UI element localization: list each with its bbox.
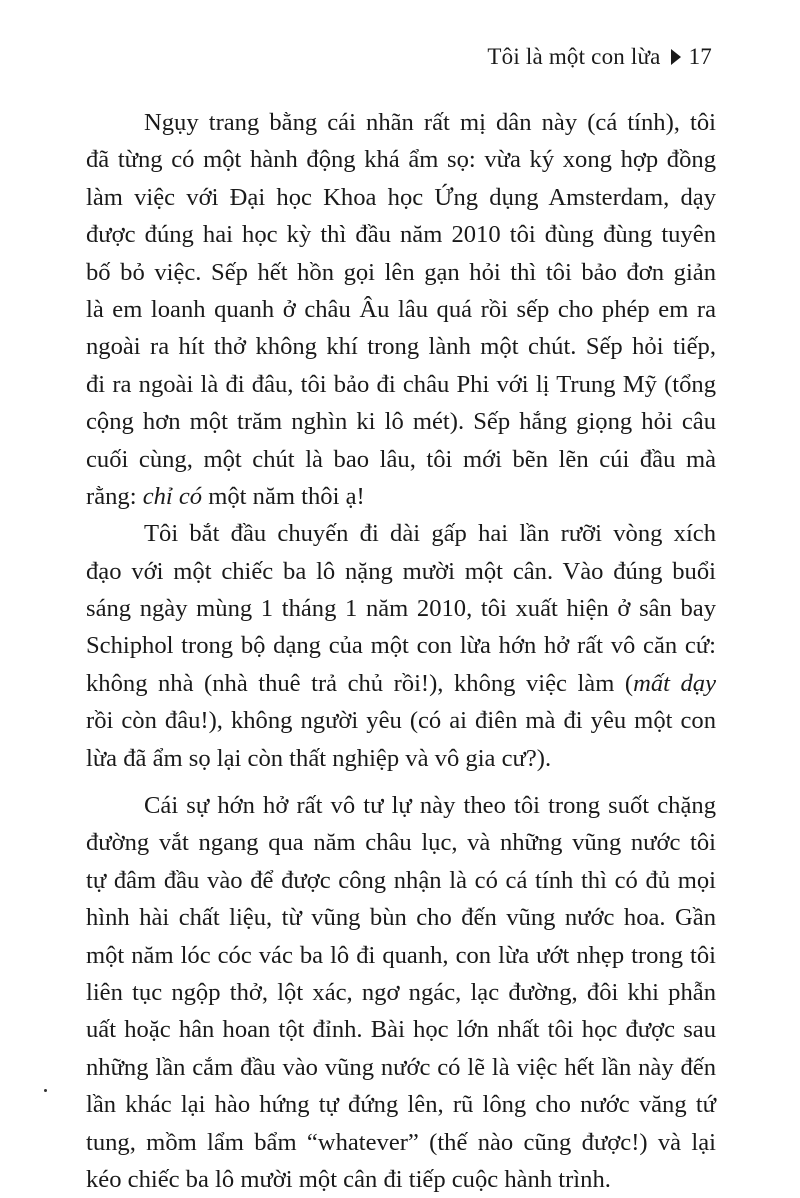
paragraph-3	[86, 787, 716, 1198]
right-triangle-icon	[671, 49, 681, 65]
text-line: tự đâm đầu vào để được công nhận là có cá tính thì có đủ mọi	[86, 866, 716, 894]
text-line: đi ra ngoài là đi đâu, tôi bảo đi châu Phi với lị Trung Mỹ (tổng	[86, 370, 716, 398]
text-run: không nhà (nhà thuê trả chủ rồi!), không việc làm (	[86, 669, 634, 697]
text-run: một năm thôi ạ!	[202, 482, 365, 510]
text-line: cộng hơn một trăm nghìn ki lô mét). Sếp hắng giọng hỏi câu	[86, 408, 716, 436]
body-text	[86, 104, 716, 1198]
text-line: Cái sự hớn hở rất vô tư lự này theo tôi trong suốt chặng	[144, 792, 716, 820]
running-head	[487, 44, 712, 70]
text-line: kéo chiếc ba lô mười một cân đi tiếp cuộc hành trình.	[86, 1165, 611, 1193]
text-line: uất hoặc hân hoan tột đỉnh. Bài học lớn nhất tôi học được sau	[86, 1016, 716, 1044]
running-title: Tôi là một con lừa	[487, 44, 661, 69]
text-line: sáng ngày mùng 1 tháng 1 năm 2010, tôi xuất hiện ở sân bay	[86, 595, 716, 623]
text-line: đạo với một chiếc ba lô nặng mười một cân. Vào đúng buổi	[86, 557, 716, 585]
text-line: Ngụy trang bằng cái nhãn rất mị dân này (cá tính), tôi	[144, 109, 716, 136]
italic-emphasis: chỉ có	[142, 482, 203, 510]
text-line: Tôi bắt đầu chuyến đi dài gấp hai lần rưỡi vòng xích	[144, 520, 716, 548]
paragraph-2	[86, 515, 716, 777]
text-line: rồi còn đâu!), không người yêu (có ai điên mà đi yêu một con	[86, 707, 716, 735]
text-line: tung, mồm lẩm bẩm “whatever” (thế nào cũng được!) và lại	[86, 1128, 716, 1156]
text-line: lừa đã ẩm sọ lại còn thất nghiệp và vô gia cư?).	[86, 744, 552, 772]
italic-emphasis: mất dạy	[633, 669, 716, 697]
text-run: rằng:	[86, 482, 143, 510]
text-line: ngoài ra hít thở không khí trong lành một chút. Sếp hỏi tiếp,	[86, 333, 716, 361]
text-line: đường vắt ngang qua năm châu lục, và những vũng nước tôi	[86, 829, 716, 857]
paragraph-1	[86, 104, 716, 515]
text-line: cuối cùng, một chút là bao lâu, tôi mới bẽn lẽn cúi đầu mà	[86, 445, 716, 473]
text-line: làm việc với Đại học Khoa học Ứng dụng Amsterdam, dạy	[86, 183, 716, 211]
text-line	[86, 665, 716, 702]
text-line: bố bỏ việc. Sếp hết hồn gọi lên gạn hỏi thì tôi bảo đơn giản	[86, 258, 716, 286]
text-line: là em loanh quanh ở châu Âu lâu quá rồi sếp cho phép em ra	[86, 295, 716, 323]
scan-speck	[44, 1089, 47, 1092]
text-line: đã từng có một hành động khá ẩm sọ: vừa ký xong hợp đồng	[86, 146, 716, 174]
text-line: Schiphol trong bộ dạng của một con lừa hớn hở rất vô căn cứ:	[86, 632, 716, 660]
page-number: 17	[688, 44, 712, 69]
text-line: liên tục ngộp thở, lột xác, ngơ ngác, lạc đường, đôi khi phẫn	[86, 978, 716, 1006]
paragraph-gap	[86, 777, 716, 787]
text-line: những lần cắm đầu vào vũng nước có lẽ là việc hết lần này đến	[86, 1053, 716, 1081]
text-line: được đúng hai học kỳ thì đầu năm 2010 tôi đùng đùng tuyên	[86, 221, 716, 249]
text-line: hình hài chất liệu, từ vũng bùn cho đến vũng nước hoa. Gần	[86, 904, 716, 932]
text-line	[86, 478, 716, 515]
text-line: lần khác lại hào hứng tự đứng lên, rũ lông cho nước văng tứ	[86, 1091, 716, 1119]
text-line: một năm lóc cóc vác ba lô đi quanh, con lừa ướt nhẹp trong tôi	[86, 941, 716, 969]
